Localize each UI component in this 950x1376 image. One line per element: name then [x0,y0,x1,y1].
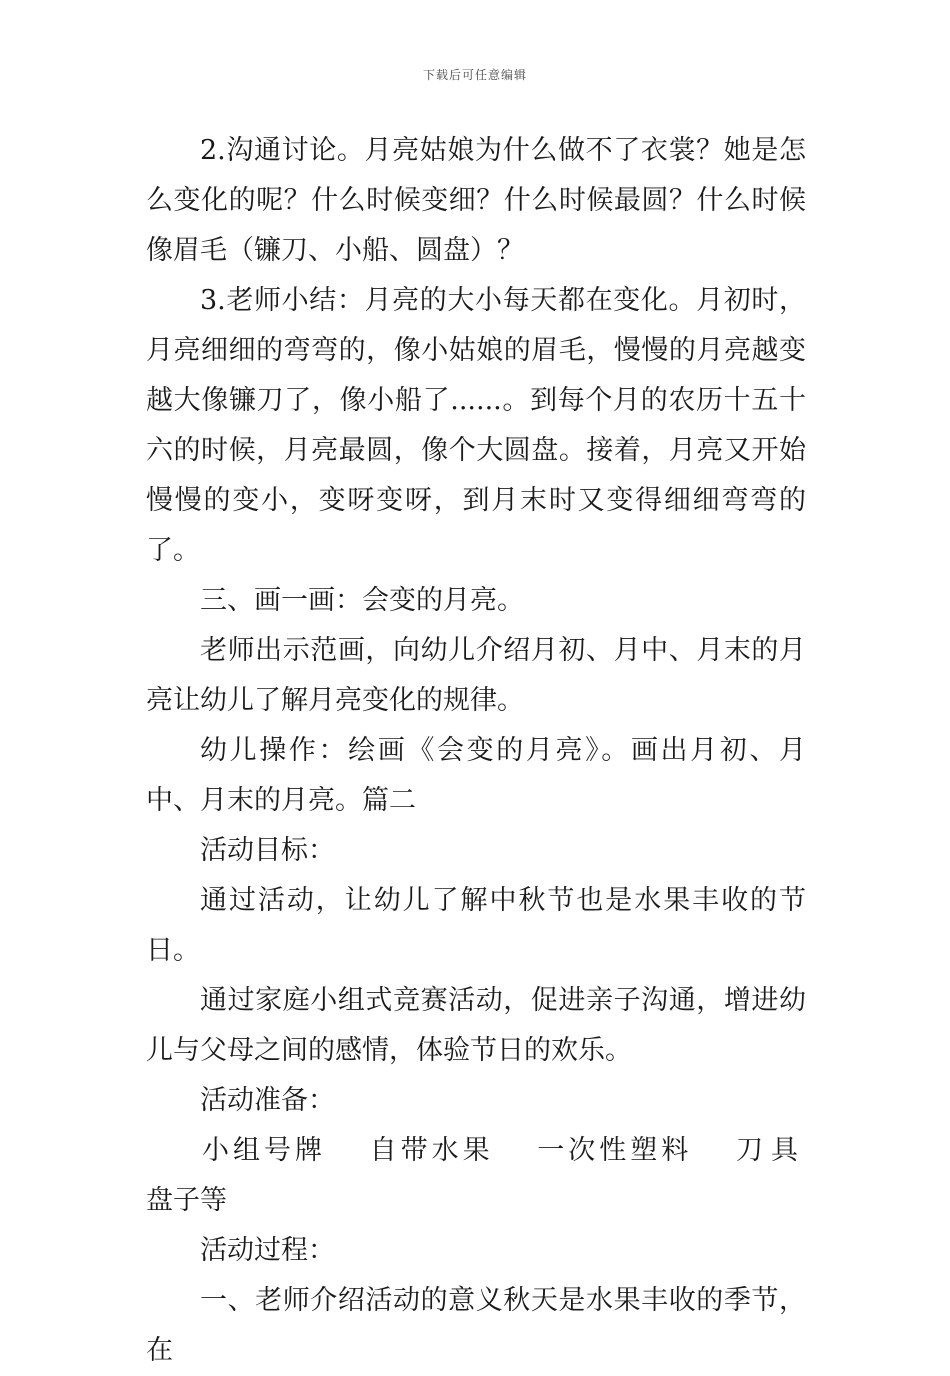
paragraph-goal-one: 通过活动，让幼儿了解中秋节也是水果丰收的节日。 [146,885,806,966]
page-header: 下载后可任意编辑 [422,68,527,82]
document-body [146,126,806,1376]
paragraph-teacher-summary: 3.老师小结：月亮的大小每天都在变化。月初时，月亮细细的弯弯的，像小姑娘的眉毛，慢慢的月亮越变越大像镰刀了，像小船了......。到每个月的农历十五十六的时候，月亮最圆，像个大圆盘。接着，月亮又开始慢慢的变小，变呀变呀，到月末时又变得细细弯弯的了。 [146,285,806,566]
paragraph-child-activity: 幼儿操作：绘画《会变的月亮》。画出月初、月中、月末的月亮。篇二 [146,735,806,816]
paragraph-goal-two: 通过家庭小组式竞赛活动，促进亲子沟通，增进幼儿与父母之间的感情，体验节日的欢乐。 [146,985,806,1066]
paragraph-goals-heading: 活动目标： [200,835,335,866]
preparation-tail: 盘子等 [146,1185,227,1216]
preparation-item: 刀具 [735,1135,806,1166]
preparation-items [146,1126,806,1176]
paragraph-teacher-demo: 老师出示范画，向幼儿介绍月初、月中、月末的月亮让幼儿了解月亮变化的规律。 [146,635,806,716]
paragraph-process-heading: 活动过程： [200,1235,335,1266]
preparation-item: 一次性塑料 [537,1135,693,1166]
paragraph-process-step-one: 一、老师介绍活动的意义秋天是水果丰收的季节，在 [146,1285,806,1366]
preparation-item: 小组号牌 [202,1135,326,1166]
paragraph-preparation-heading: 活动准备： [200,1085,335,1116]
paragraph-discussion: 2.沟通讨论。月亮姑娘为什么做不了衣裳？她是怎么变化的呢？什么时候变细？什么时候最圆？什么时候像眉毛（镰刀、小船、圆盘）？ [146,135,806,266]
preparation-item: 自带水果 [369,1135,494,1166]
paragraph-section-three: 三、画一画：会变的月亮。 [200,585,524,616]
